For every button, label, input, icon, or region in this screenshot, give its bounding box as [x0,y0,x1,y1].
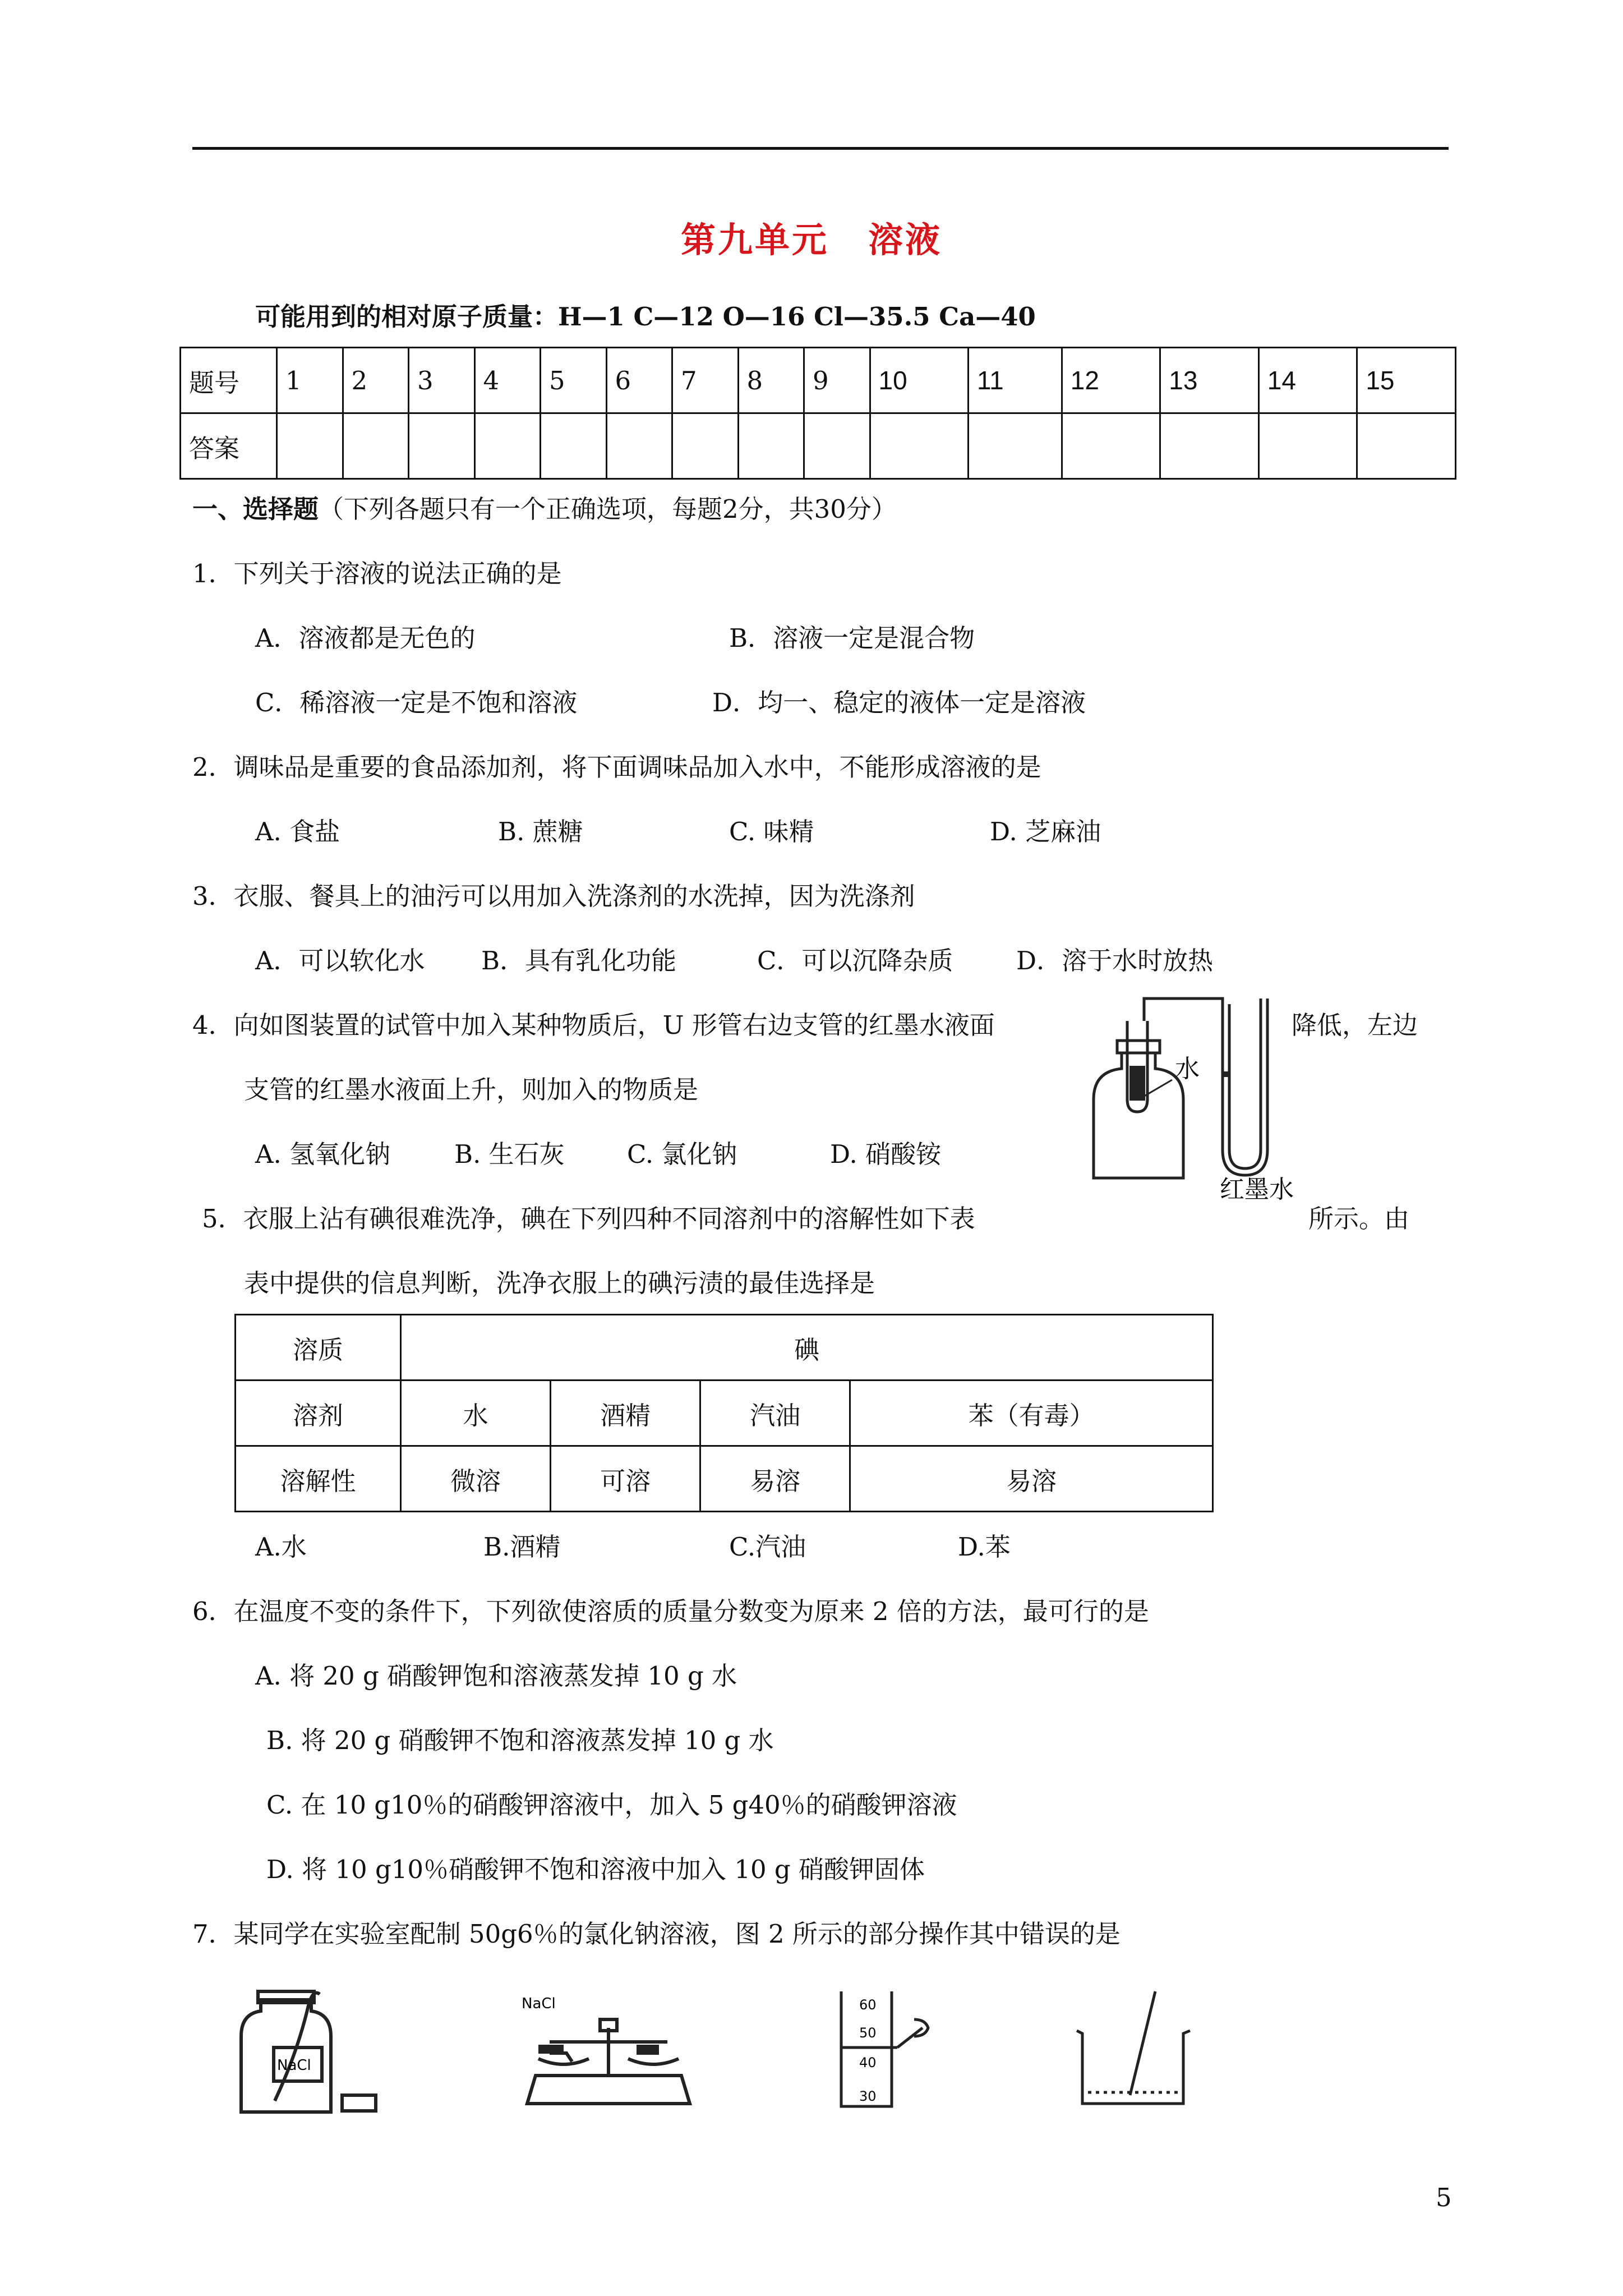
q5-option-c: C.汽油 [729,1532,806,1562]
question-number: 12 [1062,348,1160,413]
answer-cell[interactable] [474,413,541,479]
answer-cell[interactable] [1160,413,1259,479]
q2-option-b: B. 蔗糖 [498,817,583,846]
q6-option-a: A. 将 20 g 硝酸钾饱和溶液蒸发掉 10 g 水 [255,1661,737,1691]
q4-stem: 4．向如图装置的试管中加入某种物质后，U 形管右边支管的红墨水液面 [192,1010,995,1040]
answer-table-answer-row [181,413,1456,479]
jar-label: NaCl [277,2057,311,2074]
question-number: 13 [1160,348,1259,413]
q2-option-c: C. 味精 [729,817,814,846]
beaker-stirring-figure [1066,1986,1211,2115]
solvent-row [236,1381,1213,1446]
question-number: 9 [804,348,870,413]
answer-cell[interactable] [277,413,343,479]
q4-stem-line2: 支管的红墨水液面上升，则加入的物质是 [244,1075,699,1105]
answer-cell[interactable] [738,413,804,479]
solubility-cell: 易溶 [850,1446,1213,1512]
q3-option-a: A．可以软化水 [255,946,425,976]
answer-cell[interactable] [1062,413,1160,479]
q4-option-c: C. 氯化钠 [627,1139,737,1169]
solvent-cell: 水 [401,1381,551,1446]
answer-cell[interactable] [969,413,1062,479]
u-tube-apparatus-figure [1082,987,1318,1200]
solute-value: 碘 [401,1315,1213,1381]
q6-option-c: C. 在 10 g10％的硝酸钾溶液中，加入 5 g40％的硝酸钾溶液 [266,1790,957,1820]
cylinder-tick: 30 [859,2088,877,2104]
section-title: 一、选择题 [192,494,319,524]
solubility-cell: 微溶 [401,1446,551,1512]
answer-cell[interactable] [606,413,672,479]
question-number: 11 [969,348,1062,413]
solvent-cell: 苯（有毒） [850,1381,1213,1446]
q1-option-d: D．均一、稳定的液体一定是溶液 [712,688,1086,717]
scale-label: NaCl [522,1995,556,2012]
q5-option-a: A.水 [255,1532,307,1562]
q3-option-c: C．可以沉降杂质 [757,946,953,976]
solubility-cell: 可溶 [551,1446,700,1512]
q6-option-b: B. 将 20 g 硝酸钾不饱和溶液蒸发掉 10 g 水 [266,1726,774,1755]
q1-stem: 1．下列关于溶液的说法正确的是 [192,559,562,588]
balance-figure [516,1986,701,2109]
solubility-label: 溶解性 [236,1446,401,1512]
question-number: 14 [1258,348,1357,413]
answer-cell[interactable] [541,413,607,479]
q1-option-b: B．溶液一定是混合物 [729,623,975,653]
q5-option-b: B.酒精 [483,1532,561,1562]
answer-table [179,347,1456,480]
q4-option-d: D. 硝酸铵 [830,1139,942,1169]
q6-option-d: D. 将 10 g10％硝酸钾不饱和溶液中加入 10 g 硝酸钾固体 [266,1855,925,1884]
question-number: 5 [541,348,607,413]
q4-option-b: B. 生石灰 [454,1139,565,1169]
answer-cell[interactable] [1258,413,1357,479]
title-unit: 第九单元 [680,219,829,260]
cylinder-tick: 50 [859,2025,877,2041]
q1-option-a: A．溶液都是无色的 [255,623,476,653]
q4-option-a: A. 氢氧化钠 [255,1139,391,1169]
question-number: 15 [1357,348,1456,413]
solute-label: 溶质 [236,1315,401,1381]
iodine-solubility-table [234,1314,1214,1512]
q2-option-a: A. 食盐 [255,817,340,846]
q5-option-d: D.苯 [958,1532,1011,1562]
question-number: 4 [474,348,541,413]
cylinder-tick: 60 [859,1997,877,2013]
q2-option-d: D. 芝麻油 [990,817,1101,846]
header-rule [192,147,1449,150]
title-topic: 溶液 [868,219,943,260]
q5-stem-continued: 所示。由 [1308,1204,1410,1234]
solvent-cell: 汽油 [700,1381,850,1446]
q3-option-d: D．溶于水时放热 [1016,946,1214,976]
q5-stem-line2: 表中提供的信息判断，洗净衣服上的碘污渍的最佳选择是 [244,1268,875,1298]
question-number: 10 [870,348,969,413]
section-note: （下列各题只有一个正确选项，每题2分，共30分） [319,494,897,524]
answer-cell[interactable] [672,413,739,479]
q5-stem: 5．衣服上沾有碘很难洗净，碘在下列四种不同溶剂中的溶解性如下表 [202,1204,975,1234]
answer-row-label: 答案 [181,413,277,479]
solvent-label: 溶剂 [236,1381,401,1446]
answer-cell[interactable] [1357,413,1456,479]
answer-cell[interactable] [804,413,870,479]
solubility-row [236,1446,1213,1512]
number-row-label: 题号 [181,348,277,413]
q3-option-b: B．具有乳化功能 [481,946,677,976]
answer-cell[interactable] [343,413,409,479]
atomic-masses: 可能用到的相对原子质量：H—1 C—12 O—16 Cl—35.5 Ca—40 [255,302,1036,332]
q1-option-c: C．稀溶液一定是不饱和溶液 [255,688,578,717]
question-number: 7 [672,348,739,413]
answer-cell[interactable] [409,413,475,479]
solubility-cell: 易溶 [700,1446,850,1512]
question-number: 6 [606,348,672,413]
page-number: 5 [1436,2183,1452,2212]
answer-table-number-row [181,348,1456,413]
q3-stem: 3．衣服、餐具上的油污可以用加入洗涤剂的水洗掉，因为洗涤剂 [192,881,915,911]
water-label: 水 [1175,1055,1200,1083]
q6-stem: 6．在温度不变的条件下，下列欲使溶质的质量分数变为原来 2 倍的方法，最可行的是 [192,1596,1149,1626]
page-title [0,212,1623,262]
question-number: 1 [277,348,343,413]
question-number: 3 [409,348,475,413]
question-number: 2 [343,348,409,413]
section-heading [192,493,897,526]
solvent-cell: 酒精 [551,1381,700,1446]
q7-stem: 7．某同学在实验室配制 50g6％的氯化钠溶液，图 2 所示的部分操作其中错误的是 [192,1919,1121,1949]
q2-stem: 2．调味品是重要的食品添加剂，将下面调味品加入水中，不能形成溶液的是 [192,752,1041,782]
solute-row [236,1315,1213,1381]
measuring-cylinder-figure [824,1986,937,2115]
red-ink-label: 红墨水 [1220,1175,1294,1200]
question-number: 8 [738,348,804,413]
answer-cell[interactable] [870,413,969,479]
q4-stem-continued: 降低，左边 [1292,1010,1418,1040]
reagent-jar-figure [236,1986,381,2115]
cylinder-tick: 40 [859,2055,877,2070]
